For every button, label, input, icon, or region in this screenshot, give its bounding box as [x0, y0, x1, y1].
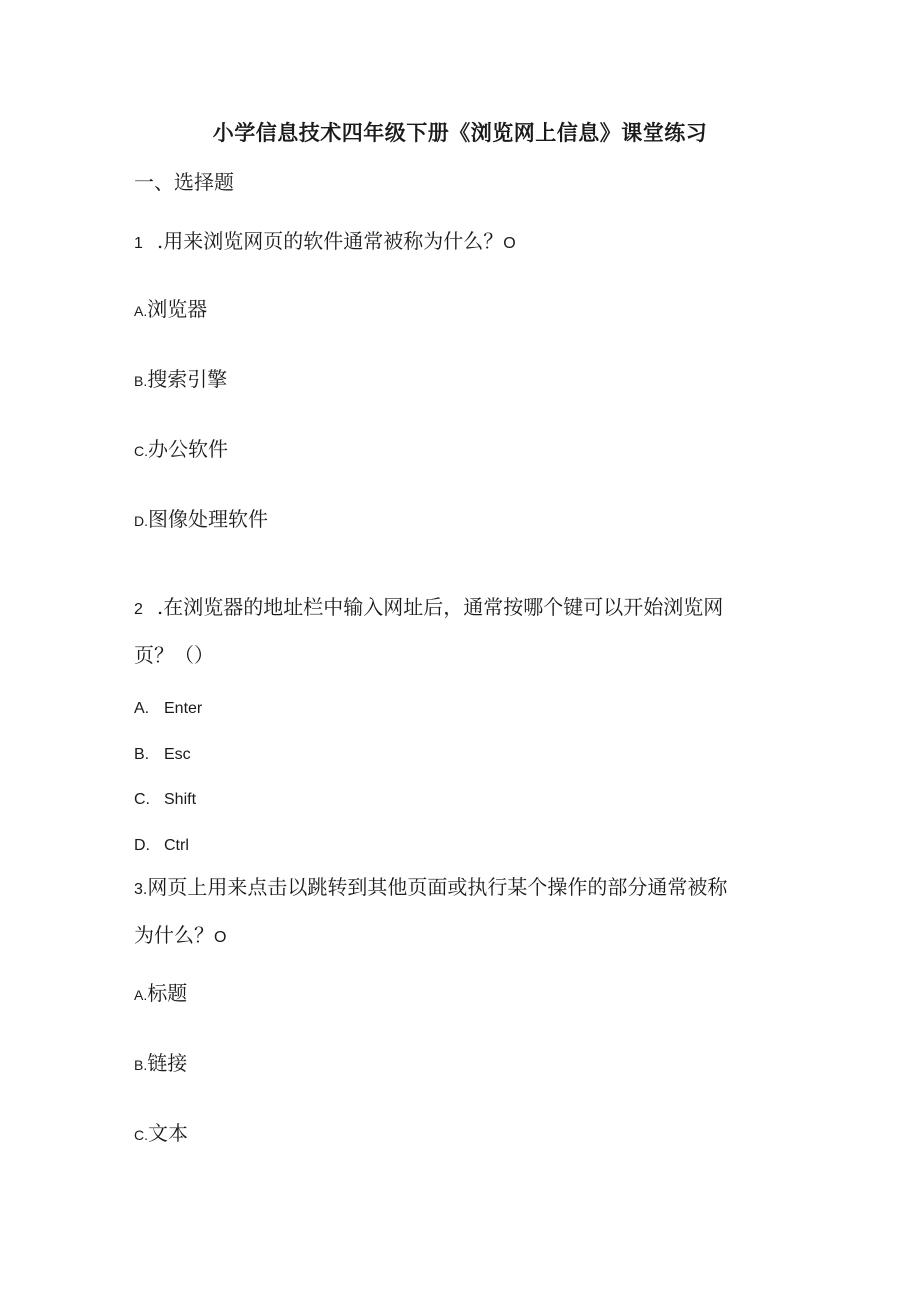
option-key: D. — [134, 513, 148, 529]
question-number: 2 — [134, 601, 143, 618]
option-key: C. — [134, 443, 148, 459]
option-text: 搜索引擎 — [147, 367, 228, 391]
option-item — [134, 788, 196, 812]
option-item — [134, 437, 228, 463]
section-heading: 一、选择题 — [134, 170, 234, 194]
question-text-line-1: .在浏览器的地址栏中输入网址后，通常按哪个键可以开始浏览网 — [156, 595, 724, 619]
option-text: 标题 — [147, 981, 188, 1005]
option-key: B. — [134, 373, 148, 389]
option-key: A. — [134, 700, 150, 717]
option-text: 文本 — [148, 1121, 188, 1145]
option-text: Enter — [164, 700, 203, 717]
option-item — [134, 367, 227, 393]
question-2 — [134, 595, 723, 622]
option-item — [134, 507, 268, 533]
question-tail: O — [503, 235, 516, 252]
option-text: 浏览器 — [147, 297, 208, 321]
option-key: B. — [134, 1057, 148, 1073]
option-text: Ctrl — [164, 837, 189, 854]
option-item — [134, 834, 189, 858]
option-key: B. — [134, 746, 150, 763]
option-item — [134, 697, 202, 721]
question-text-line-2: 页？（） — [134, 643, 214, 667]
option-text: Shift — [164, 791, 197, 808]
option-text: 链接 — [147, 1051, 188, 1075]
question-2-continued — [134, 643, 214, 667]
option-key: C. — [134, 791, 150, 808]
question-text-line-1: 网页上用来点击以跳转到其他页面或执行某个操作的部分通常被称 — [147, 875, 728, 899]
option-key: C. — [134, 1127, 148, 1143]
option-item — [134, 743, 191, 767]
option-key: D. — [134, 837, 150, 854]
option-text: Esc — [164, 746, 191, 763]
document-title: 小学信息技术四年级下册《浏览网上信息》课堂练习 — [212, 120, 708, 145]
question-1 — [134, 229, 516, 256]
question-3 — [134, 875, 727, 902]
question-number: 3. — [134, 881, 148, 898]
question-number: 1 — [134, 235, 143, 252]
question-text-line-2: 为什么？ — [134, 923, 214, 947]
question-tail: O — [214, 929, 227, 946]
option-key: A. — [134, 987, 148, 1003]
option-item — [134, 1051, 187, 1077]
option-item — [134, 981, 187, 1007]
option-key: A. — [134, 303, 148, 319]
option-item — [134, 1121, 188, 1147]
option-item — [134, 297, 207, 323]
question-text: .用来浏览网页的软件通常被称为什么？ — [156, 229, 504, 253]
option-text: 办公软件 — [148, 437, 228, 461]
option-text: 图像处理软件 — [148, 507, 268, 531]
question-3-continued — [134, 923, 226, 950]
